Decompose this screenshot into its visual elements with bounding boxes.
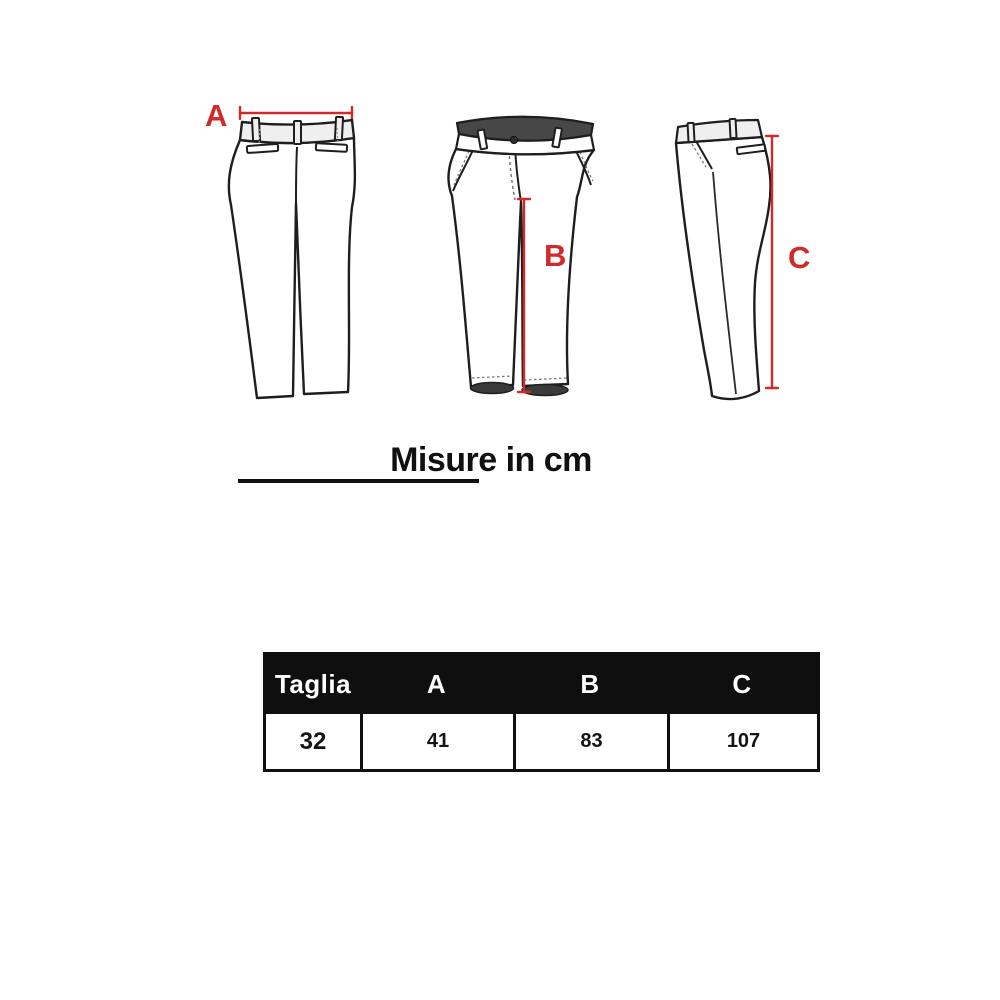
header-cell-c: C	[732, 669, 752, 699]
pants-back-view-drawing	[200, 95, 380, 415]
pants-back-center-seam	[296, 147, 297, 203]
header-cell-a: A	[426, 669, 447, 699]
measure-label-b: B	[544, 238, 567, 273]
cell-b-value: 83	[513, 714, 667, 769]
cell-size-value: 32	[299, 727, 327, 755]
header-cell-taglia: Taglia	[274, 669, 352, 699]
measure-label-c: C	[788, 240, 811, 275]
heading-underline	[238, 479, 479, 483]
dark-hems	[471, 383, 569, 396]
header-cell-b: B	[580, 669, 600, 699]
measure-label-a: A	[205, 98, 228, 133]
pants-side-body	[676, 137, 771, 399]
page-title: Misure in cm	[390, 441, 592, 479]
waist-button	[510, 136, 517, 143]
cell-a-value: 41	[360, 714, 513, 769]
pants-front-view-drawing	[435, 105, 615, 415]
size-table	[263, 652, 820, 772]
size-table-header-row	[266, 655, 817, 714]
pants-back-body	[229, 138, 355, 398]
pants-front-body	[449, 149, 594, 387]
size-table-data-row	[266, 714, 817, 769]
cell-c-value: 107	[667, 714, 817, 769]
